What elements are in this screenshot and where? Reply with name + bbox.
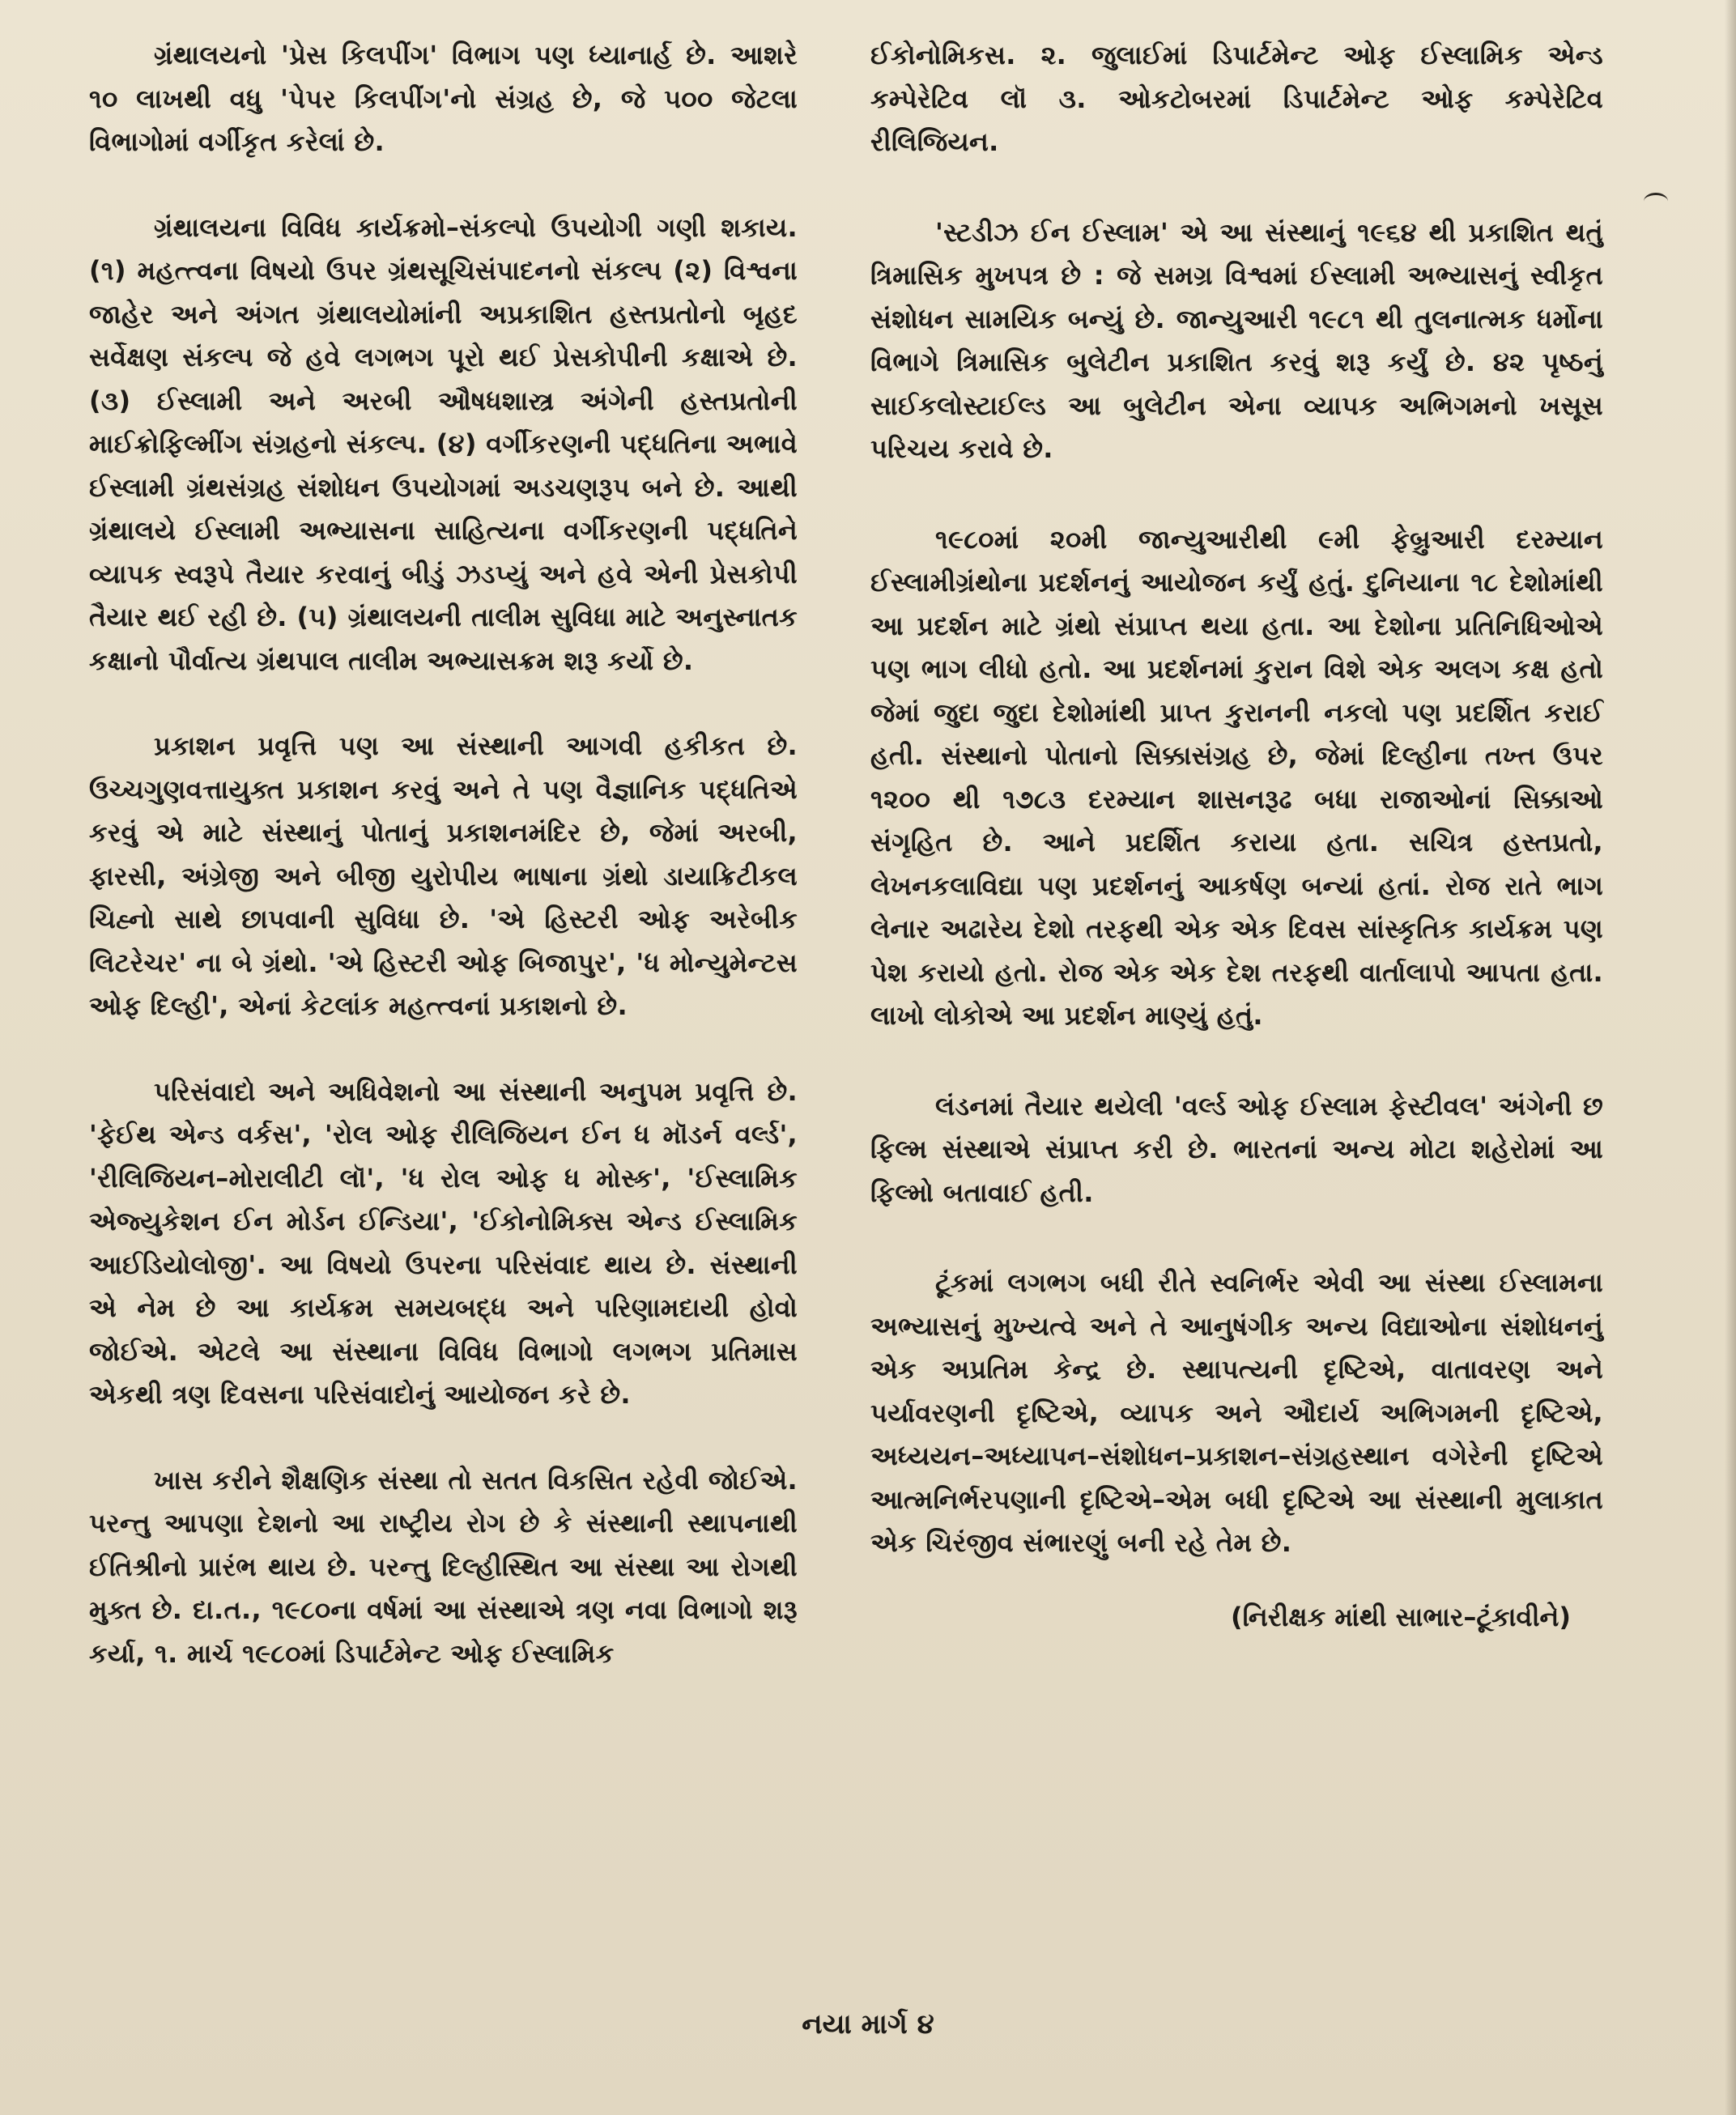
source-credit: (નિરીક્ષક માંથી સાભાર–ટૂંકાવીને) [1231,1601,1571,1632]
right-column [870,34,1603,1639]
page-footer: નયા માર્ગ ૪ [802,2008,934,2041]
article-paragraph-press-clipping: ગ્રંથાલયનો 'પ્રેસ કિલપીંગ' વિભાગ પણ ધ્યાનાર્હ છે. આશરે ૧૦ લાખથી વધુ 'પેપર કિલપીંગ'નો સંગ્રહ છે, જે ૫૦૦ જેટલા વિભાગોમાં વર્ગીકૃત કરેલાં છે. [89,40,798,157]
article-paragraph-studies-in-islam: 'સ્ટડીઝ ઈન ઈસ્લામ' એ આ સંસ્થાનું ૧૯૬૪ થી પ્રકાશિત થતું ત્રિમાસિક મુખપત્ર છે : જે સમગ્ર વિશ્વમાં ઈસ્લામી અભ્યાસનું સ્વીકૃત સંશોધન સામયિક બન્યું છે. જાન્યુઆરી ૧૯૮૧ થી તુલનાત્મક ધર્મોના વિભાગે ત્રિમાસિક બુલેટીન પ્રકાશિત કરવું શરૂ કર્યું છે. ૪૨ પૃષ્ઠનું સાઈકલોસ્ટાઈલ્ડ આ બુલેટીન એના વ્યાપક અભિગમનો ખસૂસ પરિચય કરાવે છે. [870,216,1603,464]
article-paragraph-new-departments: ખાસ કરીને શૈક્ષણિક સંસ્થા તો સતત વિકસિત રહેવી જોઈએ. પરન્તુ આપણા દેશનો આ રાષ્ટ્રીય રોગ છે કે સંસ્થાની સ્થાપનાથી ઈતિશ્રીનો પ્રારંભ થાય છે. પરન્તુ દિલ્હીસ્થિત આ સંસ્થા આ રોગથી મુક્ત છે. દા.ત., ૧૯૮૦ના વર્ષમાં આ સંસ્થાએ ત્રણ નવા વિભાગો શરૂ કર્યા, ૧. માર્ચ ૧૯૮૦માં ડિપાર્ટમેન્ટ ઓફ ઈસ્લામિક [89,1464,798,1669]
margin-mark [1644,193,1668,210]
article-paragraph-films: લંડનમાં તૈયાર થયેલી 'વર્લ્ડ ઓફ ઈસ્લામ ફેસ્ટીવલ' અંગેની છ ફિલ્મ સંસ્થાએ સંપ્રાપ્ત કરી છે. ભારતનાં અન્ય મોટા શહેરોમાં આ ફિલ્મો બતાવાઈ હતી. [870,1090,1603,1208]
article-paragraph-seminars: પરિસંવાદો અને અધિવેશનો આ સંસ્થાની અનુપમ પ્રવૃત્તિ છે. 'ફેઈથ એન્ડ વર્કસ', 'રોલ ઓફ રીલિજિયન ઈન ધ મૉડર્ન વર્લ્ડ', 'રીલિજિયન–મોરાલીટી લૉ', 'ધ રોલ ઓફ ધ મોસ્ક', 'ઈસ્લામિક એજ્યુકેશન ઈન મોર્ડન ઈન્ડિયા', 'ઈકોનોમિક્સ એન્ડ ઈસ્લામિક આઈડિયોલોજી'. આ વિષયો ઉપરના પરિસંવાદ થાય છે. સંસ્થાની એ નેમ છે આ કાર્યક્રમ સમયબદ્ધ અને પરિણામદાયી હોવો જોઈએ. એટલે આ સંસ્થાના વિવિધ વિભાગો લગભગ પ્રતિમાસ એકથી ત્રણ દિવસના પરિસંવાદોનું આયોજન કરે છે. [89,1075,798,1410]
page-edge-shadow [1725,0,1736,2115]
article-paragraph-conclusion: ટૂંકમાં લગભગ બધી રીતે સ્વનિર્ભર એવી આ સંસ્થા ઈસ્લામના અભ્યાસનું મુખ્યત્વે અને તે આનુષંગીક અન્ય વિદ્યાઓના સંશોધનનું એક અપ્રતિમ કેન્દ્ર છે. સ્થાપત્યની દૃષ્ટિએ, વાતાવરણ અને પર્યાવરણની દૃષ્ટિએ, વ્યાપક અને ઔદાર્ય અભિગમની દૃષ્ટિએ, અધ્યયન–અધ્યાપન–સંશોધન–પ્રકાશન–સંગ્રહસ્થાન વગેરેની દૃષ્ટિએ આત્મનિર્ભરપણાની દૃષ્ટિએ–એમ બધી દૃષ્ટિએ આ સંસ્થાની મુલાકાત એક ચિરંજીવ સંભારણું બની રહે તેમ છે. [870,1267,1603,1558]
article-paragraph-exhibition: ૧૯૮૦માં ૨૦મી જાન્યુઆરીથી ૯મી ફેબ્રુઆરી દરમ્યાન ઈસ્લામીગ્રંથોના પ્રદર્શનનું આયોજન કર્યું હતું. દુનિયાના ૧૮ દેશોમાંથી આ પ્રદર્શન માટે ગ્રંથો સંપ્રાપ્ત થયા હતા. આ દેશોના પ્રતિનિધિઓએ પણ ભાગ લીધો હતો. આ પ્રદર્શનમાં કુરાન વિશે એક અલગ કક્ષ હતો જેમાં જુદા જુદા દેશોમાંથી પ્રાપ્ત કુરાનની નકલો પણ પ્રદર્શિત કરાઈ હતી. સંસ્થાનો પોતાનો સિક્કાસંગ્રહ છે, જેમાં દિલ્હીના તખ્ત ઉપર ૧૨૦૦ થી ૧૭૮૩ દરમ્યાન શાસનરૂઢ બધા રાજાઓનાં સિક્કાઓ સંગૃહિત છે. આને પ્રદર્શિત કરાયા હતા. સચિત્ર હસ્તપ્રતો, લેખનકલાવિદ્યા પણ પ્રદર્શનનું આકર્ષણ બન્યાં હતાં. રોજ રાતે ભાગ લેનાર અઢારેય દેશો તરફથી એક એક દિવસ સાંસ્કૃતિક કાર્યક્રમ પણ પેશ કરાયો હતો. રોજ એક એક દેશ તરફથી વાર્તાલાપો આપતા હતા. લાખો લોકોએ આ પ્રદર્શન માણ્યું હતું. [870,523,1603,1031]
article-paragraph-continuation: ઈકોનોમિકસ. ૨. જુલાઈમાં ડિપાર્ટમેન્ટ ઓફ ઈસ્લામિક એન્ડ કમ્પેરેટિવ લૉ ૩. ઓકટોબરમાં ડિપાર્ટમેન્ટ ઓફ કમ્પેરેટિવ રીલિજિયન. [870,40,1603,157]
article-paragraph-library-projects: ગ્રંથાલયના વિવિધ કાર્યક્રમો–સંકલ્પો ઉપયોગી ગણી શકાય. (૧) મહત્ત્વના વિષયો ઉપર ગ્રંથસૂચિસંપાદનનો સંકલ્પ (૨) વિશ્વના જાહેર અને અંગત ગ્રંથાલયોમાંની અપ્રકાશિત હસ્તપ્રતોનો બૃહદ સર્વેક્ષણ સંકલ્પ જે હવે લગભગ પૂરો થઈ પ્રેસકોપીની કક્ષાએ છે. (૩) ઈસ્લામી અને અરબી ઔષધશાસ્ત્ર અંગેની હસ્તપ્રતોની માઈક્રોફિલ્મીંગ સંગ્રહનો સંકલ્પ. (૪) વર્ગીકરણની પદ્ધતિના અભાવે ઈસ્લામી ગ્રંથસંગ્રહ સંશોધન ઉપયોગમાં અડચણરૂપ બને છે. આથી ગ્રંથાલયે ઈસ્લામી અભ્યાસના સાહિત્યના વર્ગીકરણની પદ્ધતિને વ્યાપક સ્વરૂપે તૈયાર કરવાનું બીડું ઝડપ્યું અને હવે એની પ્રેસકોપી તૈયાર થઈ રહી છે. (૫) ગ્રંથાલયની તાલીમ સુવિધા માટે અનુસ્નાતક કક્ષાનો પૌર્વાત્ય ગ્રંથપાલ તાલીમ અભ્યાસક્રમ શરૂ કર્યો છે. [89,211,798,676]
left-column [89,34,798,1717]
article-paragraph-publications: પ્રકાશન પ્રવૃત્તિ પણ આ સંસ્થાની આગવી હકીકત છે. ઉચ્ચગુણવત્તાયુક્ત પ્રકાશન કરવું અને તે પણ વૈજ્ઞાનિક પદ્ધતિએ કરવું એ માટે સંસ્થાનું પોતાનું પ્રકાશનમંદિર છે, જેમાં અરબી, ફારસી, અંગ્રેજી અને બીજી યુરોપીય ભાષાના ગ્રંથો ડાયાક્રિટીકલ ચિહ્નો સાથે છાપવાની સુવિધા છે. 'એ હિસ્ટરી ઓફ અરેબીક લિટરેચર' ના બે ગ્રંથો. 'એ હિસ્ટરી ઓફ બિજાપુર', 'ધ મોન્યુમેન્ટસ ઓફ દિલ્હી', એનાં કેટલાંક મહત્ત્વનાં પ્રકાશનો છે. [89,730,798,1021]
